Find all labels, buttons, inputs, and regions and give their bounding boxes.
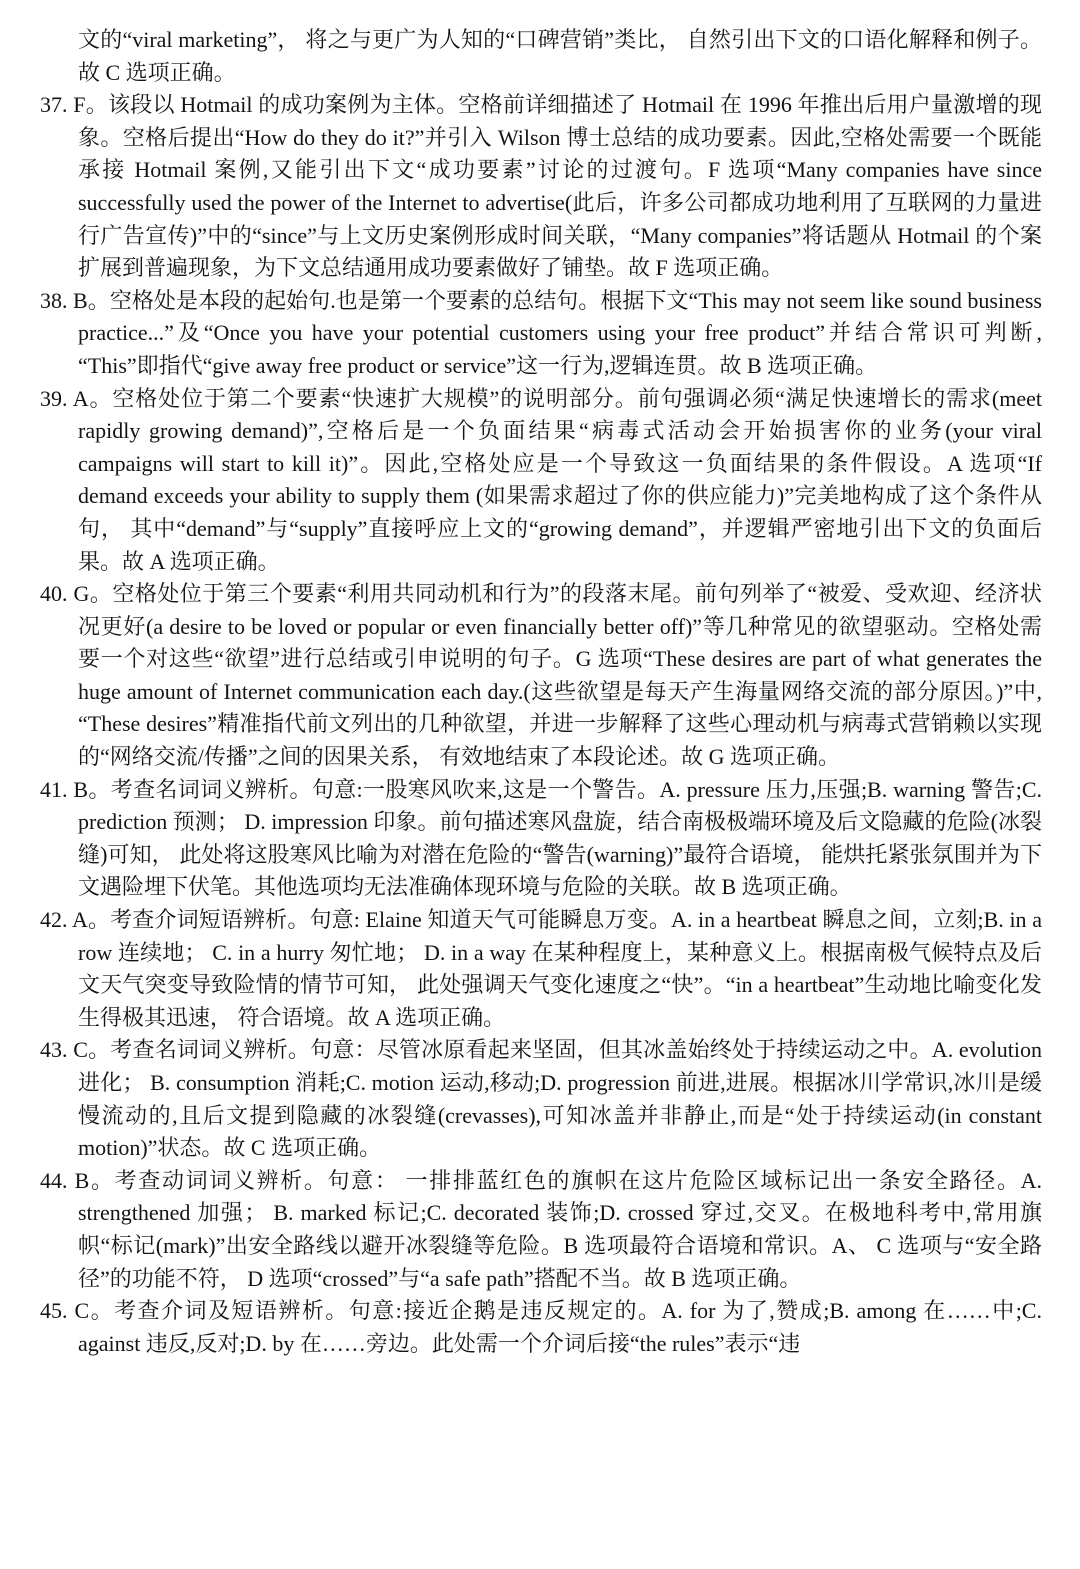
item-answer: B。	[73, 776, 111, 802]
answer-item-42	[40, 904, 1042, 1034]
item-number: 45.	[40, 1298, 68, 1324]
item-answer: B。	[74, 1167, 115, 1193]
answer-item-45	[40, 1295, 1042, 1360]
item-number: 42.	[40, 907, 68, 933]
item-text: 考查介词短语辨析。句意: Elaine 知道天气可能瞬息万变。A. in a heartbeat 瞬息之间，立刻;B. in a row 连续地； C. in a hurry 匆忙地； D. in a way 在某种程度上，某种意义上。根据南极气候特点及后文天气突变导致险情的情节可知， 此处强调天气变化速度之“快”。“in a heartbeat”生动地比喻变化发生得极其迅速， 符合语境。故 A 选项正确。	[78, 907, 1042, 1030]
item-text: 该段以 Hotmail 的成功案例为主体。空格前详细描述了 Hotmail 在 1996 年推出后用户量激增的现象。空格后提出“How do they do it?”并引入 Wilson 博士总结的成功要素。因此,空格处需要一个既能承接 Hotmail 案例,又能引出下文“成功要素”讨论的过渡句。F 选项“Many companies have since successfully used the power of the Internet to advertise(此后，许多公司都成功地利用了互联网的力量进行广告宣传)”中的“since”与上文历史案例形成时间关联，“Many companies”将话题从 Hotmail 的个案扩展到普遍现象，为下文总结通用成功要素做好了铺垫。故 F 选项正确。	[78, 92, 1042, 281]
item-text: 考查名词词义辨析。句意:一股寒风吹来,这是一个警告。A. pressure 压力,压强;B. warning 警告;C. prediction 预测； D. impression 印象。前句描述寒风盘旋，结合南极极端环境及后文隐藏的危险(冰裂缝)可知， 此处将这股寒风比喻为对潜在危险的“警告(warning)”最符合语境， 能烘托紧张氛围并为下文遇险埋下伏笔。其他选项均无法准确体现环境与危险的关联。故 B 选项正确。	[78, 776, 1042, 900]
item-text: 考查名词词义辨析。句意：尽管冰原看起来坚固，但其冰盖始终处于持续运动之中。A. evolution 进化； B. consumption 消耗;C. motion 运动,移动;D. progression 前进,进展。根据冰川学常识,冰川是缓慢流动的,且后文提到隐藏的冰裂缝(crevasses),可知冰盖并非静止,而是“处于持续运动(in constant motion)”状态。故 C 选项正确。	[78, 1037, 1042, 1161]
answer-item-41	[40, 774, 1042, 904]
answer-item-40	[40, 578, 1042, 774]
answer-item-37	[40, 89, 1042, 285]
item-answer: G。	[73, 581, 113, 607]
continuation-text: 文的“viral marketing”， 将之与更广为人知的“口碑营销”类比， 自然引出下文的口语化解释和例子。故 C 选项正确。	[78, 27, 1042, 85]
answer-item-38	[40, 285, 1042, 383]
item-answer: A。	[71, 907, 111, 933]
item-text: 考查动词词义辨析。句意： 一排排蓝红色的旗帜在这片危险区域标记出一条安全路径。A. strengthened 加强； B. marked 标记;C. decorated 装饰;D. crossed 穿过,交叉。在极地科考中,常用旗帜“标记(mark)”出安全路线以避开冰裂缝等危险。B 选项最符合语境和常识。A、 C 选项与“安全路径”的功能不符， D 选项“crossed”与“a safe path”搭配不当。故 B 选项正确。	[78, 1167, 1042, 1291]
item-answer: C。	[73, 1037, 111, 1063]
item-answer: F。	[73, 92, 108, 118]
item-answer: A。	[72, 385, 113, 411]
answer-item-43	[40, 1034, 1042, 1164]
item-text: 空格处是本段的起始句.也是第一个要素的总结句。根据下文“This may not seem like sound business practice...”及“Once you have your potential customers using your free product”并结合常识可判断, “This”即指代“give away free product or service”这一行为,逻辑连贯。故 B 选项正确。	[78, 287, 1042, 378]
paragraph-continuation	[40, 24, 1042, 89]
item-number: 38.	[40, 287, 68, 313]
item-number: 40.	[40, 581, 68, 607]
item-number: 44.	[40, 1167, 68, 1193]
item-text: 考查介词及短语辨析。句意:接近企鹅是违反规定的。A. for 为了,赞成;B. among 在……中;C. against 违反,反对;D. by 在……旁边。此处需一个介词后接“the rules”表示“违	[78, 1298, 1042, 1356]
item-answer: B。	[73, 287, 110, 313]
item-number: 41.	[40, 776, 68, 802]
item-number: 39.	[40, 385, 68, 411]
item-number: 37.	[40, 92, 68, 118]
item-answer: C。	[74, 1298, 115, 1324]
item-text: 空格处位于第二个要素“快速扩大规模”的说明部分。前句强调必须“满足快速增长的需求(meet rapidly growing demand)”,空格后是一个负面结果“病毒式活动会开始损害你的业务(your viral campaigns will start to kill it)”。因此,空格处应是一个导致这一负面结果的条件假设。A 选项“If demand exceeds your ability to supply them (如果需求超过了你的供应能力)”完美地构成了这个条件从句， 其中“demand”与“supply”直接呼应上文的“growing demand”，并逻辑严密地引出下文的负面后果。故 A 选项正确。	[78, 385, 1042, 574]
answer-item-44	[40, 1165, 1042, 1295]
item-number: 43.	[40, 1037, 68, 1063]
item-text: 空格处位于第三个要素“利用共同动机和行为”的段落末尾。前句列举了“被爱、受欢迎、经济状况更好(a desire to be loved or popular or even financially better off)”等几种常见的欲望驱动。空格处需要一个对这些“欲望”进行总结或引申说明的句子。G 选项“These desires are part of what generates the huge amount of Internet communication each day.(这些欲望是每天产生海量网络交流的部分原因。)”中, “These desires”精准指代前文列出的几种欲望，并进一步解释了这些心理动机与病毒式营销赖以实现的“网络交流/传播”之间的因果关系， 有效地结束了本段论述。故 G 选项正确。	[78, 581, 1042, 770]
answer-item-39	[40, 383, 1042, 579]
